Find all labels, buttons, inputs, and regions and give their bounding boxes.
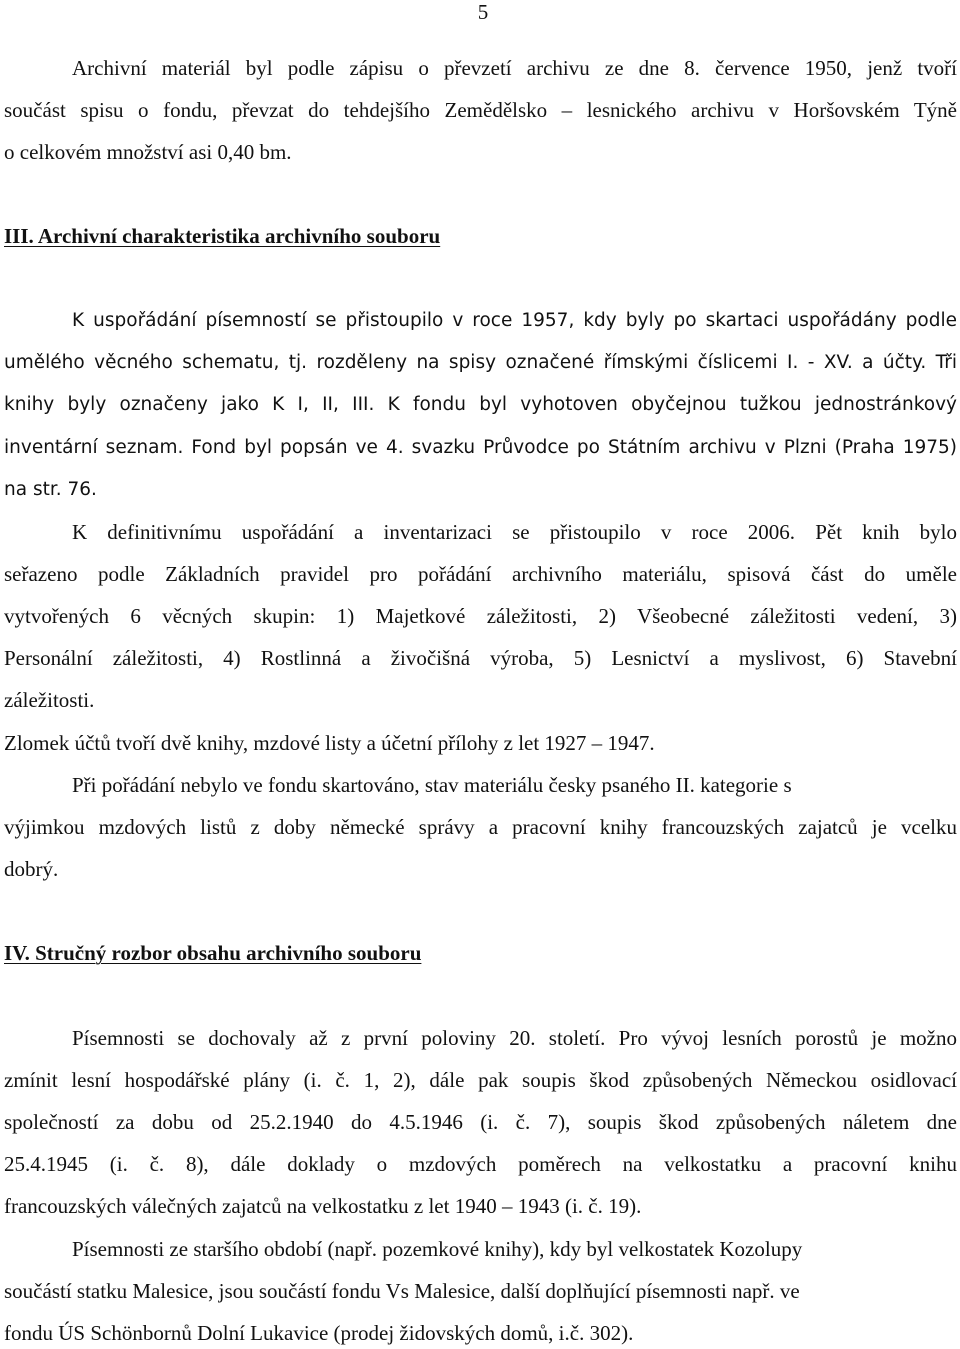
page-number: 5 [477, 0, 489, 24]
text-line: inventární seznam. Fond byl popsán ve 4. svazku Průvodce po Státním archivu v Plzni (Praha 1975) [4, 437, 957, 458]
text-line: na str. 76. [4, 479, 97, 500]
text-line: vytvořených 6 věcných skupin: 1) Majetkové záležitosti, 2) Všeobecné záležitosti vedení, 3) [4, 604, 957, 628]
text-line: Archivní materiál byl podle zápisu o převzetí archivu ze dne 8. července 1950, jenž tvoří [72, 56, 957, 80]
text-line: fondu ÚS Schönbornů Dolní Lukavice (prodej židovských domů, i.č. 302). [4, 1321, 634, 1345]
text-line: K uspořádání písemností se přistoupilo v roce 1957, kdy byly po skartaci uspořádány podle [72, 310, 957, 331]
text-line: součást spisu o fondu, převzat do tehdejšího Zemědělsko – lesnického archivu v Horšovském Týně [4, 98, 957, 122]
text-line: součástí statku Malesice, jsou součástí fondu Vs Malesice, další doplňující písemnosti např. ve [4, 1279, 800, 1303]
text-line: seřazeno podle Základních pravidel pro pořádání archivního materiálu, spisová část do uměle [4, 562, 957, 586]
text-line: záležitosti. [4, 688, 95, 712]
section-heading-iii: III. Archivní charakteristika archivního souboru [4, 224, 441, 248]
text-line: K definitivnímu uspořádání a inventarizaci se přistoupilo v roce 2006. Pět knih bylo [72, 520, 957, 544]
text-line: Zlomek účtů tvoří dvě knihy, mzdové listy a účetní přílohy z let 1927 – 1947. [4, 731, 655, 755]
text-line: 25.4.1945 (i. č. 8), dále doklady o mzdových poměrech na velkostatku a pracovní knihu [4, 1152, 957, 1176]
text-line: dobrý. [4, 857, 59, 881]
text-line: společností za dobu od 25.2.1940 do 4.5.1946 (i. č. 7), soupis škod způsobených náletem dne [4, 1110, 957, 1134]
text-line: Písemnosti ze staršího období (např. pozemkové knihy), kdy byl velkostatek Kozolupy [72, 1237, 803, 1261]
text-line: Personální záležitosti, 4) Rostlinná a živočišná výroba, 5) Lesnictví a myslivost, 6) Stavební [4, 646, 957, 670]
text-line: knihy byly označeny jako K I, II, III. K fondu byl vyhotoven obyčejnou tužkou jednostránkový [4, 394, 957, 415]
text-line: francouzských válečných zajatců na velkostatku z let 1940 – 1943 (i. č. 19). [4, 1194, 642, 1218]
text-line: výjimkou mzdových listů z doby německé správy a pracovní knihy francouzských zajatců je vcelku [4, 815, 957, 839]
text-line: Při pořádání nebylo ve fondu skartováno, stav materiálu česky psaného II. kategorie s [72, 773, 792, 797]
text-line: umělého věcného schematu, tj. rozděleny na spisy označené římskými číslicemi I. - XV. a účty. Tři [4, 352, 957, 373]
text-line: zmínit lesní hospodářské plány (i. č. 1, 2), dále pak soupis škod způsobených Německou osidlovací [4, 1068, 957, 1092]
text-line: o celkovém množství asi 0,40 bm. [4, 140, 292, 164]
text-line: Písemnosti se dochovaly až z první poloviny 20. století. Pro vývoj lesních porostů je možno [72, 1026, 957, 1050]
section-heading-iv: IV. Stručný rozbor obsahu archivního souboru [4, 941, 422, 965]
